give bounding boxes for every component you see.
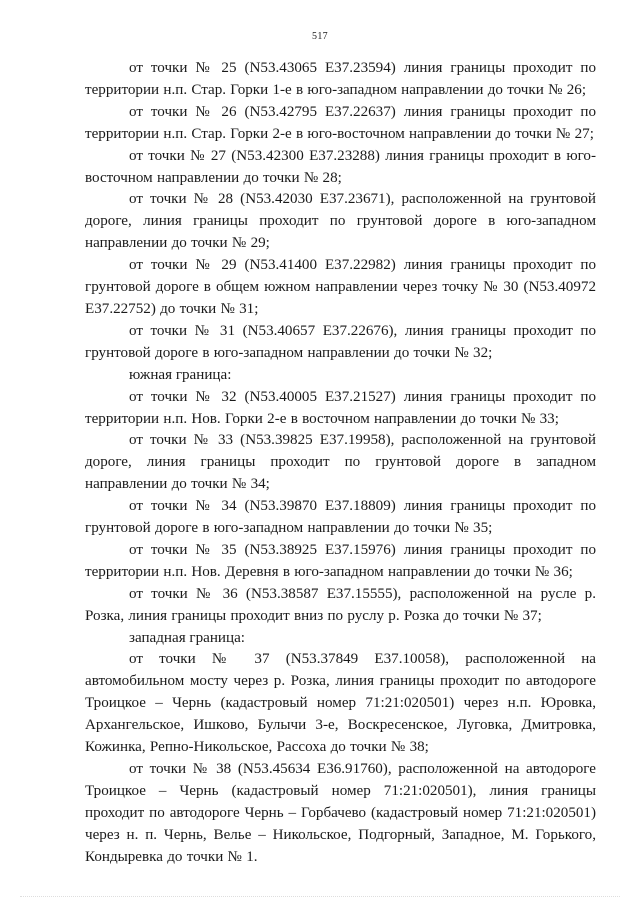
section-heading-west: западная граница: — [129, 629, 245, 646]
paragraph-point-29: от точки № 29 (N53.41400 E37.22982) линия границы проходит по грунтовой дороге в общем южном направлении через точку № 30 (N53.40972 E37.22752) до точки № 31; — [85, 257, 596, 317]
paragraph-point-38: от точки № 38 (N53.45634 E36.91760), расположенной на автодороге Троицкое – Чернь (кадастровый номер 71:21:020501), линия границы проходит по автодороге Чернь – Горбачево (кадастровый номер 71:21:020501) через н. п. Чернь, Велье – Никольское, Подгорный, Западное, М. Горького, Кондыревка до точки № 1. — [85, 761, 596, 865]
paragraph-point-28: от точки № 28 (N53.42030 E37.23671), расположенной на грунтовой дороге, линия границы проходит по грунтовой дороге в юго-западном направлении до точки № 29; — [85, 191, 596, 252]
section-heading-south: южная граница: — [129, 366, 232, 383]
paragraph-point-37: от точки № 37 (N53.37849 E37.10058), расположенной на автомобильном мосту через р. Розка, линия границы проходит по автодороге Троицкое – Чернь (кадастровый номер 71:21:020501) через н.п. Юровка, Архангельское, Ишково, Булычи 3-е, Воскресенское, Луговка, Дмитровка, Кожинка, Репно-Никольское, Рассоха до точки № 38; — [85, 651, 596, 756]
paragraph-point-32: от точки № 32 (N53.40005 E37.21527) линия границы проходит по территории н.п. Нов. Горки 2-е в восточном направлении до точки № 33; — [85, 388, 596, 427]
paragraph-point-26: от точки № 26 (N53.42795 E37.22637) линия границы проходит по территории н.п. Стар. Горки 2-е в юго-восточном направлении до точки № 27; — [85, 103, 596, 142]
paragraph-point-27: от точки № 27 (N53.42300 E37.23288) линия границы проходит в юго-восточном направлении до точки № 28; — [85, 147, 596, 186]
paragraph-point-33: от точки № 33 (N53.39825 E37.19958), расположенной на грунтовой дороге, линия границы проходит по грунтовой дороге в западном направлении до точки № 34; — [85, 432, 596, 493]
scan-artifact-line — [20, 892, 620, 897]
paragraph-point-35: от точки № 35 (N53.38925 E37.15976) линия границы проходит по территории н.п. Нов. Деревня в юго-западном направлении до точки № 36; — [85, 541, 596, 580]
paragraph-point-25: от точки № 25 (N53.43065 E37.23594) линия границы проходит по территории н.п. Стар. Горки 1-е в юго-западном направлении до точки № 26; — [85, 60, 596, 98]
page-number: 517 — [312, 31, 328, 42]
document-body — [85, 58, 596, 869]
paragraph-point-36: от точки № 36 (N53.38587 E37.15555), расположенной на русле р. Розка, линия границы проходит вниз по руслу р. Розка до точки № 37; — [85, 585, 596, 624]
paragraph-point-31: от точки № 31 (N53.40657 E37.22676), линия границы проходит по грунтовой дороге в юго-западном направлении до точки № 32; — [85, 322, 596, 361]
paragraph-point-34: от точки № 34 (N53.39870 E37.18809) линия границы проходит по грунтовой дороге в юго-западном направлении до точки № 35; — [85, 498, 596, 537]
